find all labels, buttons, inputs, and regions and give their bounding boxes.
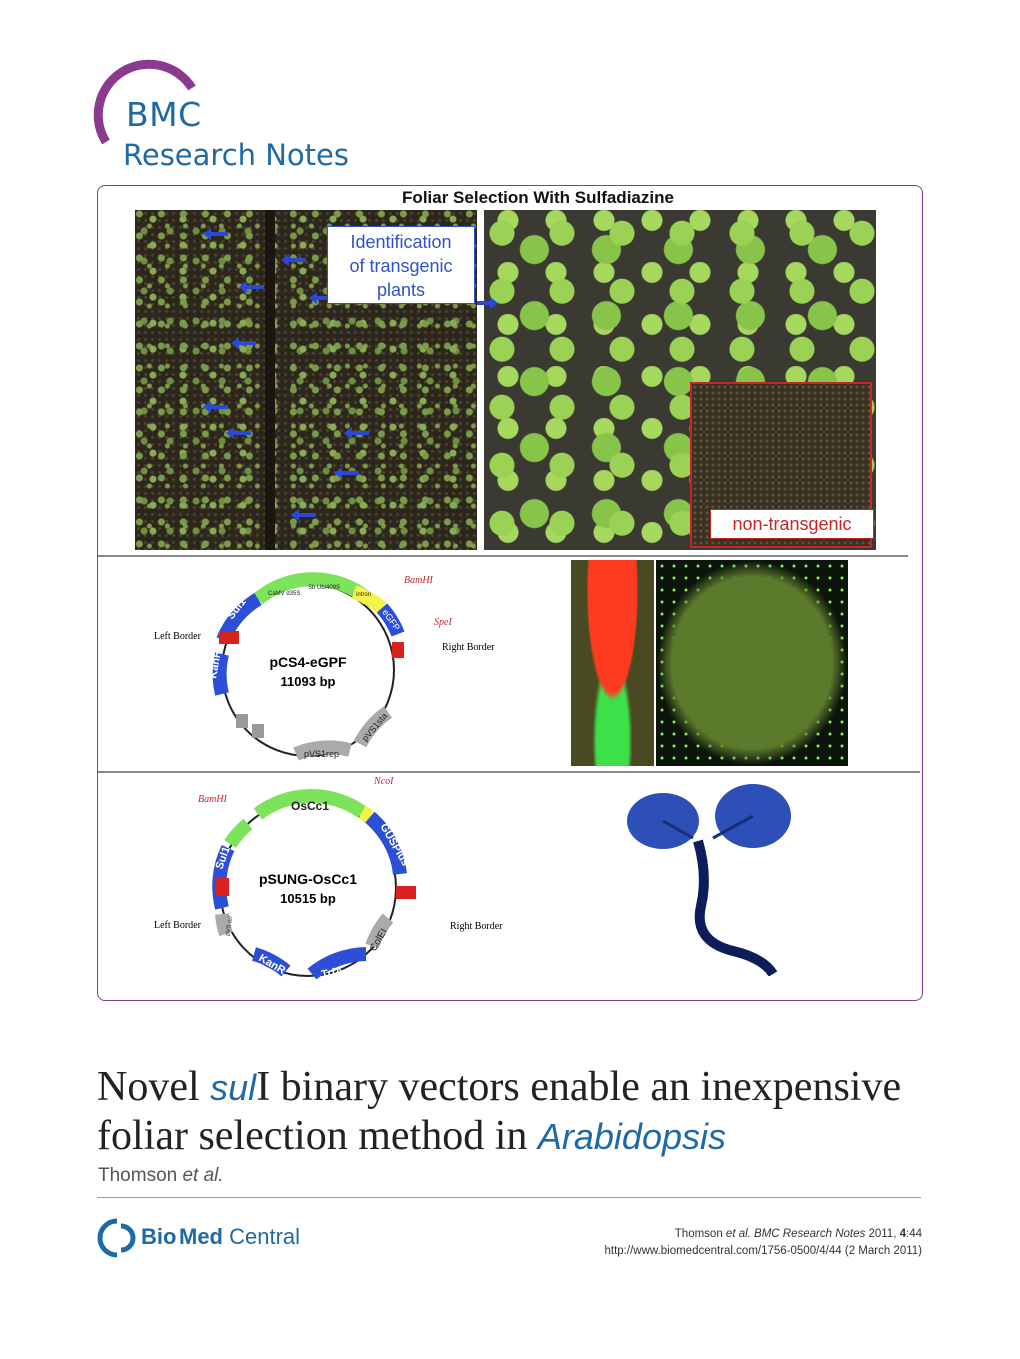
identification-label [327,226,475,304]
fluorescence-seedling-photo [571,560,654,766]
arrow-icon [233,431,251,435]
figure-title: Foliar Selection With Sulfadiazine [402,188,674,207]
author-etal: et al. [182,1165,224,1186]
left-border-label: Left Border [154,631,201,642]
arrow-icon [238,341,256,345]
plasmid-map-1 [118,564,558,774]
title-text: I binary vectors enable an inexpensive [256,1064,902,1110]
publisher-name-bio: Bio [141,1224,177,1249]
gene-label: GUSPlus [377,821,412,869]
citation-year: 2011, [865,1228,900,1240]
citation [605,1226,923,1260]
publication-date: (2 March 2011) [841,1245,922,1257]
publisher-name-med: Med [179,1224,223,1249]
publisher-logo [97,1218,301,1258]
site-spei-label: SpeI [434,617,452,628]
gene-label: ColEI [368,926,390,954]
arrow-icon [351,431,369,435]
gene-label: KanR [207,649,224,680]
tray-divider [265,210,275,550]
arrow-icon [210,405,228,409]
right-border-label: Right Border [442,642,495,653]
citation-page: :44 [906,1228,922,1240]
gene-label: eGFP [380,607,403,633]
gene-label: Sul1 [213,845,233,872]
arrow-icon [288,258,306,262]
divider-rule [97,1197,921,1198]
site-ncoi-label: NcoI [374,776,394,787]
right-border-label: Right Border [450,921,503,932]
citation-etal: et al. [725,1228,751,1240]
gene-label: TrfA [320,965,345,981]
citation-line [605,1243,923,1260]
segment-label: pVS ori [225,915,235,937]
journal-name: Research Notes [123,138,349,172]
panel-divider [98,555,908,557]
panel-divider [98,771,920,773]
identification-label-line: of transgenic [349,256,453,276]
arrow-icon [210,232,228,236]
site-bamhi-label: BamHI [404,575,433,586]
citation-author: Thomson [674,1228,726,1240]
title-text: foliar selection method in [97,1113,538,1159]
citation-volume: 4 [899,1228,906,1240]
gene-label: pVS1sta [359,710,390,744]
identification-label-line: plants [376,280,426,300]
gene-label: Sul1 [224,596,249,622]
segment-label: CaMV d35S [268,591,301,597]
author-name: Thomson [98,1165,183,1186]
authors [98,1165,224,1187]
arrow-icon [316,296,328,300]
plasmid-1-size: 11093 bp [280,674,336,689]
title-italic: sul [210,1067,257,1108]
arrow-icon [246,285,264,289]
arrow-icon [341,471,359,475]
citation-journal: BMC Research Notes [750,1228,866,1240]
citation-line [605,1226,923,1243]
fluorescence-leaf-photo [656,560,848,766]
gene-label: KanR [256,952,288,977]
arrow-icon [298,513,316,517]
non-transgenic-label: non-transgenic [710,509,874,539]
left-border-label: Left Border [154,920,201,931]
gene-label: OsCc1 [290,799,330,813]
biomed-central-icon [97,1218,137,1258]
arrow-icon [477,301,491,305]
title-italic: Arabidopsis [537,1116,726,1157]
article-url-link[interactable]: http://www.biomedcentral.com/1756-0500/4/44 [604,1245,842,1257]
cover-figure [97,185,923,1001]
plasmid-2-size: 10515 bp [280,891,336,906]
segment-label: intron [356,592,372,598]
gus-stained-seedling-photo [603,776,813,976]
plasmid-map-2 [118,774,558,996]
title-text: Novel [97,1064,211,1110]
gene-label: pVS1rep [304,749,340,759]
identification-label-line: Identification [350,232,452,252]
journal-brand: BMC [126,95,202,134]
site-bamhi-label: BamHI [198,794,227,805]
segment-label: Sb Ubi409S [308,585,341,591]
publisher-name-central: Central [223,1224,301,1249]
plasmid-2-name: pSUNG-OsCc1 [258,871,358,887]
article-title [97,1063,917,1161]
plasmid-1-name: pCS4-eGPF [269,654,347,670]
